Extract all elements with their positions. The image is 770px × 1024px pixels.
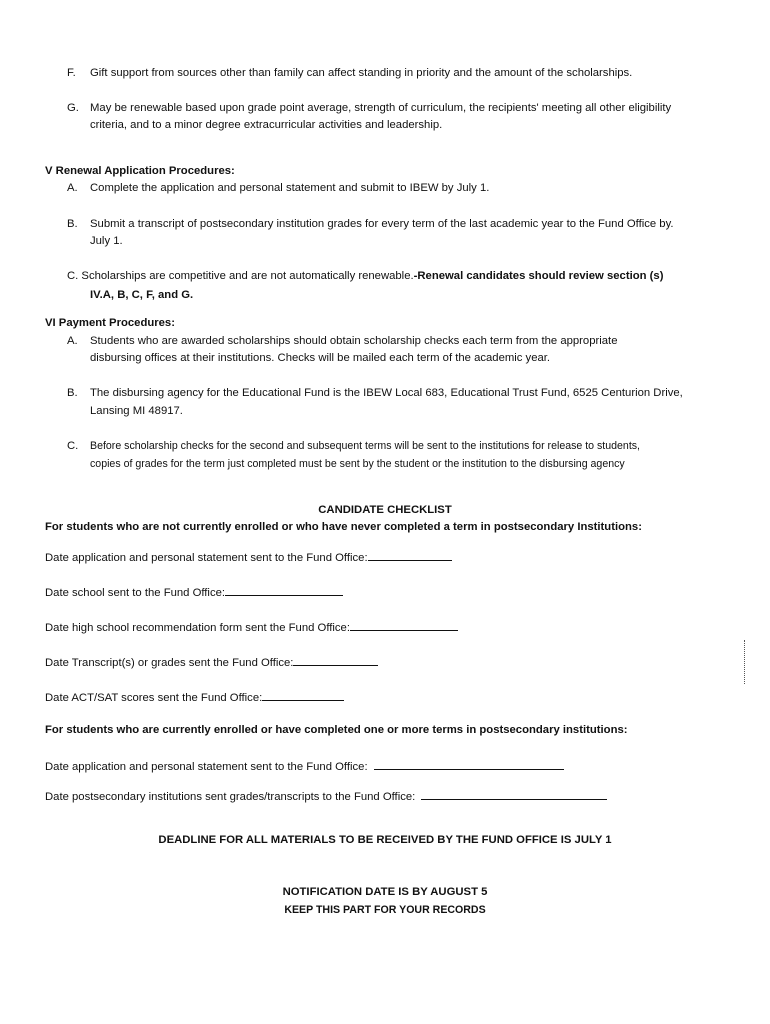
renewal-c-bold: -Renewal candidates should review section (s) bbox=[413, 270, 664, 282]
payment-b-line2: Lansing MI 48917. bbox=[90, 405, 183, 417]
payment-a-line1: Students who are awarded scholarships should obtain scholarship checks each term from the appropriate bbox=[90, 335, 618, 347]
renewal-c-line1 bbox=[67, 269, 663, 283]
checklist-row bbox=[45, 619, 458, 635]
checklist-item-label: Date application and personal statement sent to the Fund Office: bbox=[45, 552, 368, 564]
renewal-heading: V Renewal Application Procedures: bbox=[45, 165, 235, 177]
renewal-b-line2: July 1. bbox=[90, 235, 123, 247]
date-blank[interactable] bbox=[374, 758, 564, 770]
payment-c-letter: C. bbox=[67, 440, 79, 452]
checklist-title: CANDIDATE CHECKLIST bbox=[318, 504, 452, 516]
payment-heading: VI Payment Procedures: bbox=[45, 317, 175, 329]
date-blank[interactable] bbox=[368, 549, 452, 561]
checklist-item-label: Date Transcript(s) or grades sent the Fund Office: bbox=[45, 657, 294, 669]
checklist-item-label: Date application and personal statement sent to the Fund Office: bbox=[45, 761, 368, 773]
date-blank[interactable] bbox=[293, 654, 378, 666]
item-g-text-line1: May be renewable based upon grade point average, strength of curriculum, the recipients' meeting all other eligibility bbox=[90, 102, 672, 114]
payment-c-line1: Before scholarship checks for the second and subsequent terms will be sent to the institutions for release to students, bbox=[90, 440, 641, 452]
checklist-item-label: Date school sent to the Fund Office: bbox=[45, 587, 226, 599]
payment-b-line1: The disbursing agency for the Educational Fund is the IBEW Local 683, Educational Trust Fund, 6525 Centurion Drive, bbox=[90, 387, 683, 399]
checklist-group1-heading: For students who are not currently enrolled or who have never completed a term in postsecondary Institutions: bbox=[45, 521, 642, 533]
date-blank[interactable] bbox=[225, 584, 343, 596]
checklist-group2-heading: For students who are currently enrolled or have completed one or more terms in postsecondary institutions: bbox=[45, 724, 628, 736]
renewal-a-letter: A. bbox=[67, 182, 78, 194]
checklist-row bbox=[45, 689, 344, 705]
page-edge-mark bbox=[744, 640, 746, 684]
date-blank[interactable] bbox=[421, 788, 607, 800]
date-blank[interactable] bbox=[262, 689, 344, 701]
checklist-row bbox=[45, 654, 378, 670]
renewal-c-text: C. Scholarships are competitive and are not automatically renewable. bbox=[67, 270, 414, 282]
payment-a-line2: disbursing offices at their institutions. Checks will be mailed each term of the academic year. bbox=[90, 352, 551, 364]
payment-a-letter: A. bbox=[67, 335, 78, 347]
payment-c-line2: copies of grades for the term just completed must be sent by the student or the institution to the disbursing agency bbox=[90, 458, 625, 470]
renewal-c-line2: IV.A, B, C, F, and G. bbox=[90, 289, 194, 301]
renewal-b-line1: Submit a transcript of postsecondary institution grades for every term of the last academic year to the Fund Office by. bbox=[90, 218, 674, 230]
checklist-item-label: Date postsecondary institutions sent grades/transcripts to the Fund Office: bbox=[45, 791, 416, 803]
item-f-letter: F. bbox=[67, 67, 76, 79]
checklist-row bbox=[45, 584, 343, 600]
date-blank[interactable] bbox=[350, 619, 458, 631]
checklist-row bbox=[45, 549, 452, 565]
renewal-b-letter: B. bbox=[67, 218, 78, 230]
payment-b-letter: B. bbox=[67, 387, 78, 399]
item-g-text-line2: criteria, and to a minor degree extracurricular activities and leadership. bbox=[90, 119, 443, 131]
checklist-item-label: Date ACT/SAT scores sent the Fund Office: bbox=[45, 692, 263, 704]
item-g-letter: G. bbox=[67, 102, 79, 114]
checklist-row bbox=[45, 788, 607, 804]
renewal-a-text: Complete the application and personal statement and submit to IBEW by July 1. bbox=[90, 182, 490, 194]
keep-note: KEEP THIS PART FOR YOUR RECORDS bbox=[284, 904, 486, 916]
deadline-notice: DEADLINE FOR ALL MATERIALS TO BE RECEIVED BY THE FUND OFFICE IS JULY 1 bbox=[158, 834, 612, 846]
checklist-row bbox=[45, 758, 564, 774]
checklist-item-label: Date high school recommendation form sent the Fund Office: bbox=[45, 622, 350, 634]
item-f-text: Gift support from sources other than family can affect standing in priority and the amount of the scholarships. bbox=[90, 67, 633, 79]
notification-date: NOTIFICATION DATE IS BY AUGUST 5 bbox=[282, 886, 488, 898]
